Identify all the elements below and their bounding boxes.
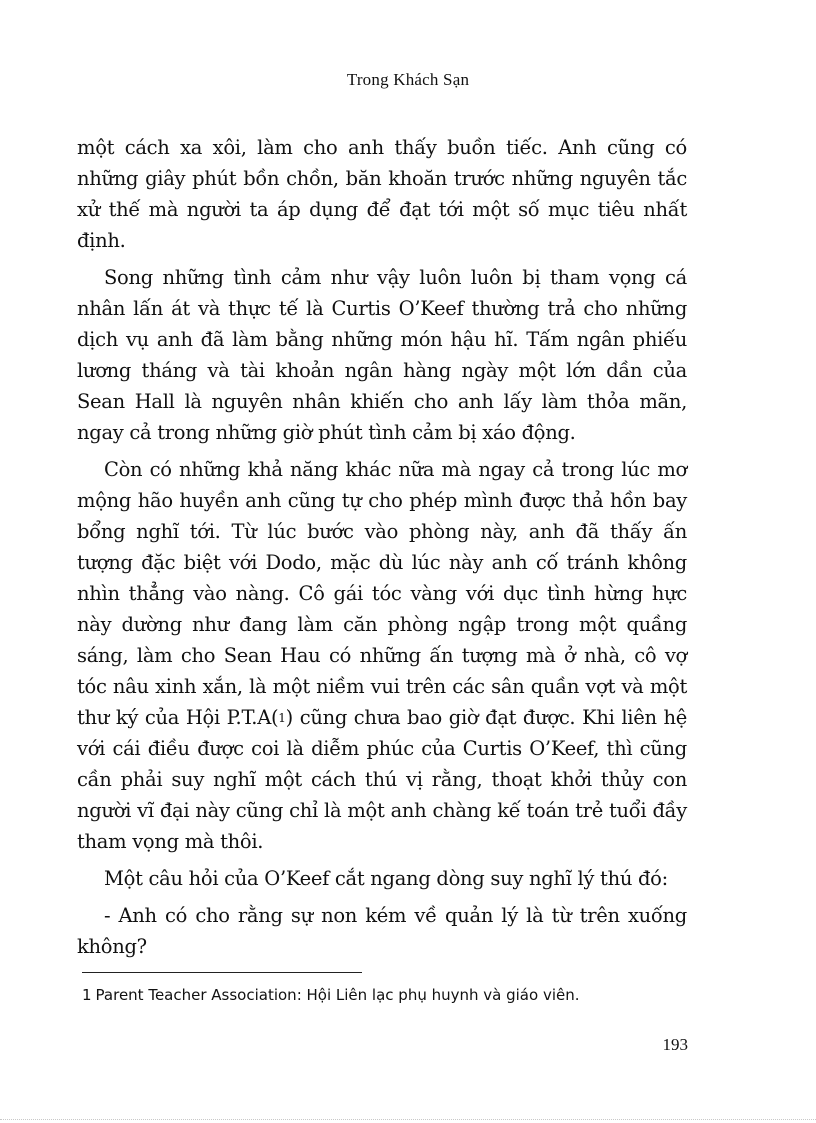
paragraph: Song những tình cảm như vậy luôn luôn bị tham vọng cá nhân lấn át và thực tế là Curtis O’Keef thường trả cho những dịch vụ anh đã làm bằng những món hậu hĩ. Tấm ngân phiếu lương tháng và tài khoản ngân hàng ngày một lớn dần của Sean Hall là nguyên nhân khiến cho anh lấy làm thỏa mãn, ngay cả trong những giờ phút tình cảm bị xáo động.: [77, 266, 687, 444]
paragraph-text: Còn có những khả năng khác nữa mà ngay cả trong lúc mơ mộng hão huyền anh cũng tự cho phép mình được thả hồn bay bổng nghĩ tới. Từ lúc bước vào phòng này, anh đã thấy ấn tượng đặc biệt với Dodo, mặc dù lúc này anh cố tránh không nhìn thẳng vào nàng. Cô gái tóc vàng với dục tình hừng hực này dường như đang làm căn phòng ngập trong một quầng sáng, làm cho Sean Hau có những ấn tượng mà ở nhà, cô vợ tóc nâu xinh xắn, là một niềm vui trên các sân quần vợt và một thư ký của Hội P.T.A(: [77, 458, 687, 729]
page-bottom-divider: [0, 1119, 816, 1120]
paragraph: một cách xa xôi, làm cho anh thấy buồn tiếc. Anh cũng có những giây phút bồn chồn, băn khoăn trước những nguyên tắc xử thế mà người ta áp dụng để đạt tới một số mục tiêu nhất định.: [77, 136, 687, 252]
footnote-divider: [82, 972, 362, 973]
paragraph: [77, 454, 687, 857]
footnote-mark: 1: [82, 986, 92, 1004]
page-number: 193: [662, 1035, 688, 1054]
footnote: [82, 985, 702, 1005]
dialogue-line: - Anh có cho rằng sự non kém về quản lý là từ trên xuống không?: [77, 904, 687, 958]
body-text: [77, 132, 687, 968]
footnote-reference[interactable]: 1: [278, 711, 286, 725]
paragraph-text-continued: ) cũng chưa bao giờ đạt được. Khi liên hệ với cái điều được coi là diễm phúc của Curtis O’Keef, thì cũng cần phải suy nghĩ một cách thú vị rằng, thoạt khởi thủy con người vĩ đại này cũng chỉ là một anh chàng kế toán trẻ tuổi đầy tham vọng mà thôi.: [77, 706, 688, 853]
paragraph: Một câu hỏi của O’Keef cắt ngang dòng suy nghĩ lý thú đó:: [104, 867, 668, 890]
footnote-text: Parent Teacher Association: Hội Liên lạc phụ huynh và giáo viên.: [95, 986, 580, 1004]
running-head-title: Trong Khách Sạn: [346, 70, 470, 89]
